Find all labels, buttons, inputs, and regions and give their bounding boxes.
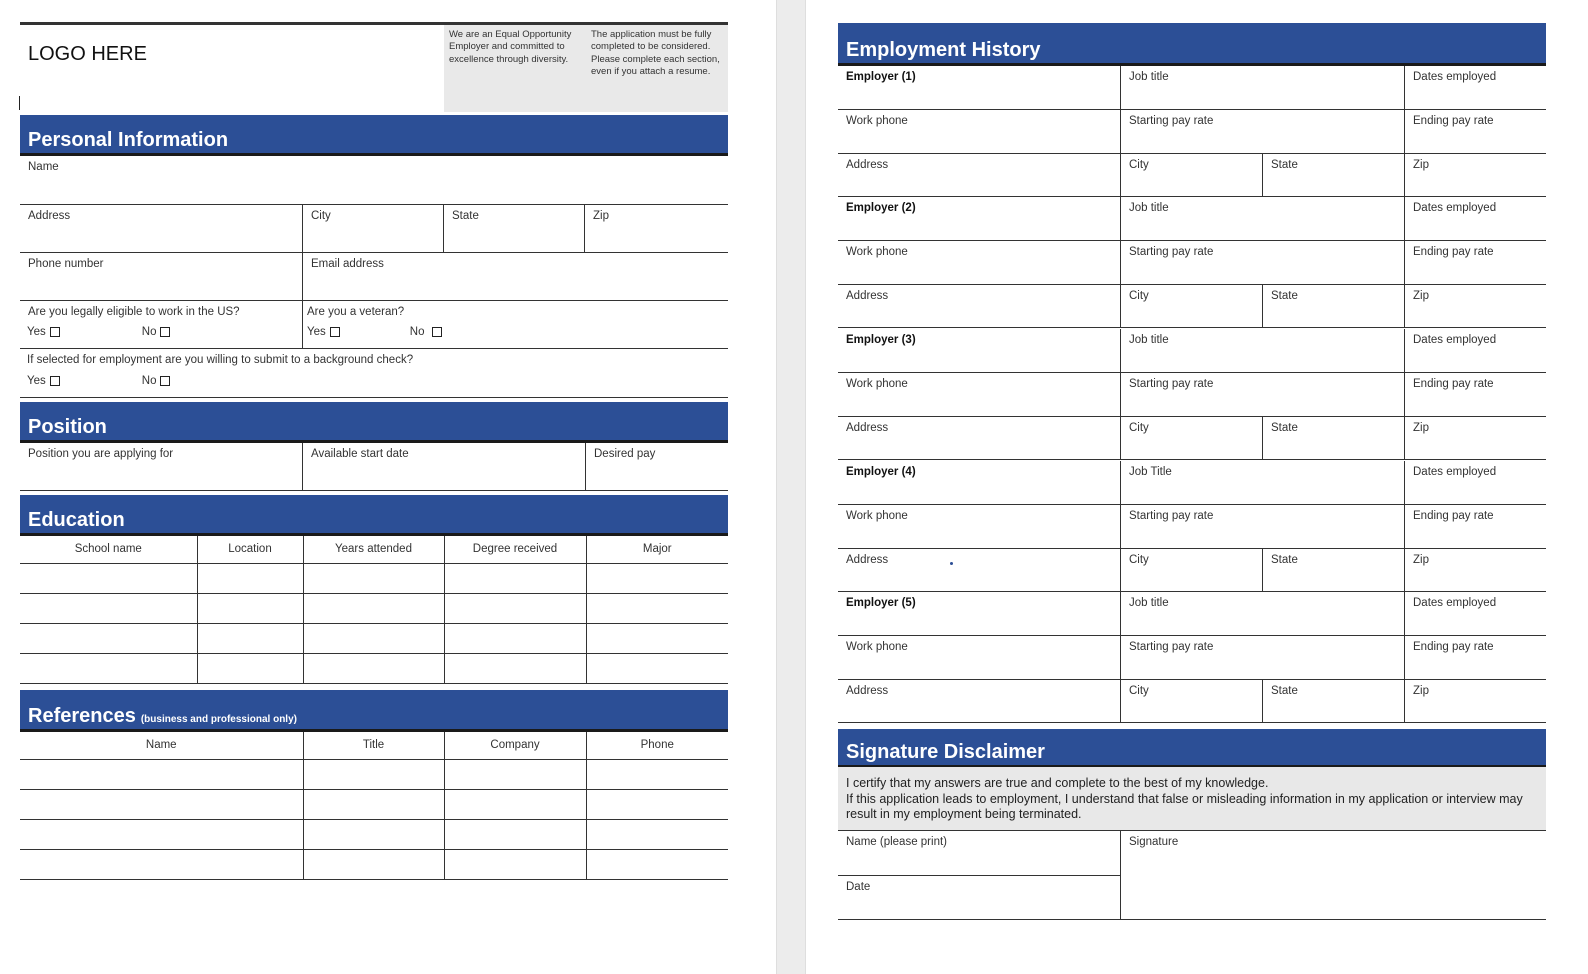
position-field[interactable]: Position you are applying for	[20, 443, 303, 490]
table-cell[interactable]	[20, 563, 197, 593]
completion-instructions: The application must be fully completed to be considered. Please complete each section, even if you attach a resume.	[591, 29, 720, 77]
dates-employed-field[interactable]: Dates employed	[1413, 466, 1497, 478]
background-yes-option[interactable]: Yes	[27, 375, 60, 387]
table-cell[interactable]	[303, 623, 444, 653]
table-cell[interactable]	[303, 563, 444, 593]
employer-row-address	[838, 680, 1546, 723]
table-cell[interactable]	[444, 819, 586, 849]
table-cell[interactable]	[444, 849, 586, 879]
page-gutter	[776, 0, 806, 974]
education-table	[20, 536, 728, 684]
starting-pay-field[interactable]: Starting pay rate	[1121, 373, 1405, 416]
table-cell[interactable]	[586, 819, 728, 849]
col-years-attended: Years attended	[303, 536, 444, 563]
employer-row-address	[838, 285, 1546, 328]
desired-pay-field[interactable]: Desired pay	[594, 448, 656, 460]
starting-pay-field[interactable]: Starting pay rate	[1121, 241, 1405, 284]
background-question	[20, 349, 728, 397]
col-location: Location	[197, 536, 303, 563]
job-title-field[interactable]: Job Title	[1121, 461, 1405, 504]
work-phone-field[interactable]: Work phone	[838, 241, 1121, 284]
table-cell[interactable]	[586, 849, 728, 879]
background-yes-checkbox[interactable]	[50, 376, 60, 386]
employer-zip-field[interactable]: Zip	[1413, 422, 1429, 434]
city-field[interactable]: City	[303, 205, 444, 252]
employer-row-main	[838, 461, 1546, 505]
employer-name-field[interactable]: Employer (3)	[838, 329, 1121, 372]
section-title: Employment History	[846, 39, 1041, 61]
table-cell[interactable]	[20, 789, 303, 819]
table-cell[interactable]	[586, 653, 728, 683]
table-cell[interactable]	[586, 593, 728, 623]
signature-left-column	[838, 831, 1121, 919]
eligible-yes-checkbox[interactable]	[50, 327, 60, 337]
dates-employed-field[interactable]: Dates employed	[1413, 71, 1497, 83]
table-cell[interactable]	[444, 563, 586, 593]
section-employment-history	[838, 23, 1546, 66]
ending-pay-field[interactable]: Ending pay rate	[1413, 378, 1494, 390]
starting-pay-field[interactable]: Starting pay rate	[1121, 636, 1405, 679]
section-education	[20, 495, 728, 536]
table-cell[interactable]	[444, 789, 586, 819]
start-date-field[interactable]: Available start date	[303, 443, 586, 490]
employer-row-pay	[838, 110, 1546, 154]
table-cell[interactable]	[444, 759, 586, 789]
email-field[interactable]: Email address	[311, 258, 384, 270]
table-cell[interactable]	[444, 593, 586, 623]
employer-row-main	[838, 197, 1546, 241]
table-row	[20, 653, 728, 683]
section-title: References	[28, 705, 136, 727]
table-cell[interactable]	[586, 759, 728, 789]
table-cell[interactable]	[303, 849, 444, 879]
table-cell[interactable]	[586, 623, 728, 653]
date-field[interactable]: Date	[846, 881, 871, 893]
employer-city-field[interactable]: City	[1121, 154, 1263, 196]
veteran-question	[303, 301, 728, 348]
ending-pay-field[interactable]: Ending pay rate	[1413, 246, 1494, 258]
education-header-row	[20, 536, 728, 563]
veteran-no-option[interactable]: No	[410, 326, 443, 338]
section-signature-disclaimer	[838, 729, 1546, 768]
row-contact	[20, 253, 728, 301]
employer-row-main	[838, 66, 1546, 110]
signature-block	[838, 831, 1546, 920]
employer-row-pay	[838, 241, 1546, 285]
veteran-yes-checkbox[interactable]	[330, 327, 340, 337]
table-cell[interactable]	[20, 849, 303, 879]
employer-address-field[interactable]: Address	[838, 417, 1121, 459]
table-row	[20, 819, 728, 849]
references-table	[20, 732, 728, 880]
table-cell[interactable]	[197, 653, 303, 683]
employer-zip-field[interactable]: Zip	[1413, 554, 1429, 566]
background-no-option[interactable]: No	[142, 375, 171, 387]
section-subtitle: (business and professional only)	[140, 714, 297, 725]
employer-city-field[interactable]: City	[1121, 417, 1263, 459]
employer-row-pay	[838, 505, 1546, 549]
employer-row-main	[838, 329, 1546, 373]
employer-state-field[interactable]: State	[1263, 285, 1405, 327]
employer-city-field[interactable]: City	[1121, 285, 1263, 327]
employer-row-address	[838, 154, 1546, 197]
dates-employed-field[interactable]: Dates employed	[1413, 334, 1497, 346]
application-page-left	[0, 0, 776, 974]
employer-zip-field[interactable]: Zip	[1413, 290, 1429, 302]
veteran-label: Are you a veteran?	[307, 306, 405, 318]
employer-name-field[interactable]: Employer (5)	[838, 592, 1121, 635]
employer-row-pay	[838, 373, 1546, 417]
background-label: If selected for employment are you willing to submit to a background check?	[27, 354, 414, 366]
eligible-yes-option[interactable]: Yes	[27, 326, 60, 338]
table-cell[interactable]	[197, 593, 303, 623]
employer-zip-field[interactable]: Zip	[1413, 685, 1429, 697]
col-major: Major	[586, 536, 728, 563]
table-cell[interactable]	[20, 593, 197, 623]
employer-name-field[interactable]: Employer (4)	[838, 461, 1121, 504]
employer-state-field[interactable]: State	[1263, 680, 1405, 722]
signature-field[interactable]: Signature	[1129, 836, 1179, 848]
table-row	[20, 593, 728, 623]
eligibility-label: Are you legally eligible to work in the US?	[28, 306, 240, 318]
form-header	[20, 22, 728, 112]
table-cell[interactable]	[303, 789, 444, 819]
logo-placeholder: LOGO HERE	[28, 43, 147, 65]
employer-address-field[interactable]: Address	[838, 285, 1121, 327]
table-cell[interactable]	[586, 563, 728, 593]
address-field[interactable]: Address	[20, 205, 303, 252]
disclaimer-text	[838, 767, 1546, 831]
section-position	[20, 402, 728, 443]
eligibility-question	[20, 301, 303, 348]
table-cell[interactable]	[303, 593, 444, 623]
state-field[interactable]: State	[444, 205, 585, 252]
col-ref-phone: Phone	[586, 732, 728, 759]
employer-row-address	[838, 417, 1546, 460]
employer-address-field[interactable]: Address	[838, 154, 1121, 196]
starting-pay-field[interactable]: Starting pay rate	[1121, 110, 1405, 153]
table-cell[interactable]	[20, 819, 303, 849]
job-title-field[interactable]: Job title	[1121, 197, 1405, 240]
employer-zip-field[interactable]: Zip	[1413, 159, 1429, 171]
table-cell[interactable]	[197, 623, 303, 653]
employer-address-field[interactable]: Address	[838, 680, 1121, 722]
section-references	[20, 690, 728, 732]
table-cell[interactable]	[303, 819, 444, 849]
job-title-field[interactable]: Job title	[1121, 66, 1405, 109]
table-cell[interactable]	[444, 623, 586, 653]
zip-field[interactable]: Zip	[593, 210, 609, 222]
section-title: Personal Information	[28, 129, 229, 151]
phone-field[interactable]: Phone number	[20, 253, 303, 300]
section-title: Signature Disclaimer	[846, 741, 1045, 763]
employer-name-field[interactable]: Employer (1)	[838, 66, 1121, 109]
application-page-right	[806, 0, 1588, 974]
stray-dot	[950, 562, 953, 565]
table-cell[interactable]	[20, 653, 197, 683]
table-row	[20, 623, 728, 653]
row-eligibility	[20, 301, 728, 349]
employer-name-field[interactable]: Employer (2)	[838, 197, 1121, 240]
background-no-checkbox[interactable]	[160, 376, 170, 386]
starting-pay-field[interactable]: Starting pay rate	[1121, 505, 1405, 548]
employer-row-pay	[838, 636, 1546, 680]
employer-row-address	[838, 549, 1546, 592]
disclaimer-line-1: I certify that my answers are true and complete to the best of my knowledge.	[846, 776, 1269, 790]
ending-pay-field[interactable]: Ending pay rate	[1413, 510, 1494, 522]
employer-city-field[interactable]: City	[1121, 549, 1263, 591]
col-school-name: School name	[20, 536, 197, 563]
veteran-no-checkbox[interactable]	[432, 327, 442, 337]
dates-employed-field[interactable]: Dates employed	[1413, 597, 1497, 609]
section-personal-information	[20, 115, 728, 156]
col-ref-name: Name	[20, 732, 303, 759]
references-header-row	[20, 732, 728, 759]
job-title-field[interactable]: Job title	[1121, 329, 1405, 372]
name-print-field[interactable]: Name (please print)	[838, 831, 1120, 876]
ending-pay-field[interactable]: Ending pay rate	[1413, 641, 1494, 653]
table-cell[interactable]	[20, 759, 303, 789]
veteran-yes-option[interactable]: Yes	[307, 326, 340, 338]
table-row	[20, 759, 728, 789]
eeo-statement: We are an Equal Opportunity Employer and committed to excellence through diversity.	[449, 29, 572, 65]
ending-pay-field[interactable]: Ending pay rate	[1413, 115, 1494, 127]
disclaimer-line-2: If this application leads to employment, I understand that false or misleading information in my application or interview may result in my employment being terminated.	[846, 791, 1523, 821]
table-cell[interactable]	[444, 653, 586, 683]
employer-address-field[interactable]: Address	[838, 549, 1121, 591]
col-ref-title: Title	[303, 732, 444, 759]
table-cell[interactable]	[303, 759, 444, 789]
text-cursor	[19, 96, 20, 110]
work-phone-field[interactable]: Work phone	[838, 373, 1121, 416]
employer-row-main	[838, 592, 1546, 636]
table-cell[interactable]	[20, 623, 197, 653]
table-cell[interactable]	[197, 563, 303, 593]
employer-state-field[interactable]: State	[1263, 417, 1405, 459]
table-row	[20, 789, 728, 819]
header-info-box	[444, 25, 728, 112]
row-position	[20, 443, 728, 491]
dates-employed-field[interactable]: Dates employed	[1413, 202, 1497, 214]
table-cell[interactable]	[303, 653, 444, 683]
employer-state-field[interactable]: State	[1263, 549, 1405, 591]
job-title-field[interactable]: Job title	[1121, 592, 1405, 635]
row-address	[20, 205, 728, 253]
employer-state-field[interactable]: State	[1263, 154, 1405, 196]
name-field[interactable]: Name	[28, 161, 59, 173]
eligible-no-checkbox[interactable]	[160, 327, 170, 337]
col-ref-company: Company	[444, 732, 586, 759]
employer-city-field[interactable]: City	[1121, 680, 1263, 722]
col-degree-received: Degree received	[444, 536, 586, 563]
section-title: Education	[28, 509, 125, 531]
section-title: Position	[28, 416, 107, 438]
eligible-no-option[interactable]: No	[142, 326, 171, 338]
work-phone-field[interactable]: Work phone	[838, 636, 1121, 679]
table-row	[20, 563, 728, 593]
work-phone-field[interactable]: Work phone	[838, 505, 1121, 548]
table-row	[20, 849, 728, 879]
table-cell[interactable]	[586, 789, 728, 819]
work-phone-field[interactable]: Work phone	[838, 110, 1121, 153]
row-name	[20, 156, 728, 205]
row-background-check	[20, 349, 728, 398]
